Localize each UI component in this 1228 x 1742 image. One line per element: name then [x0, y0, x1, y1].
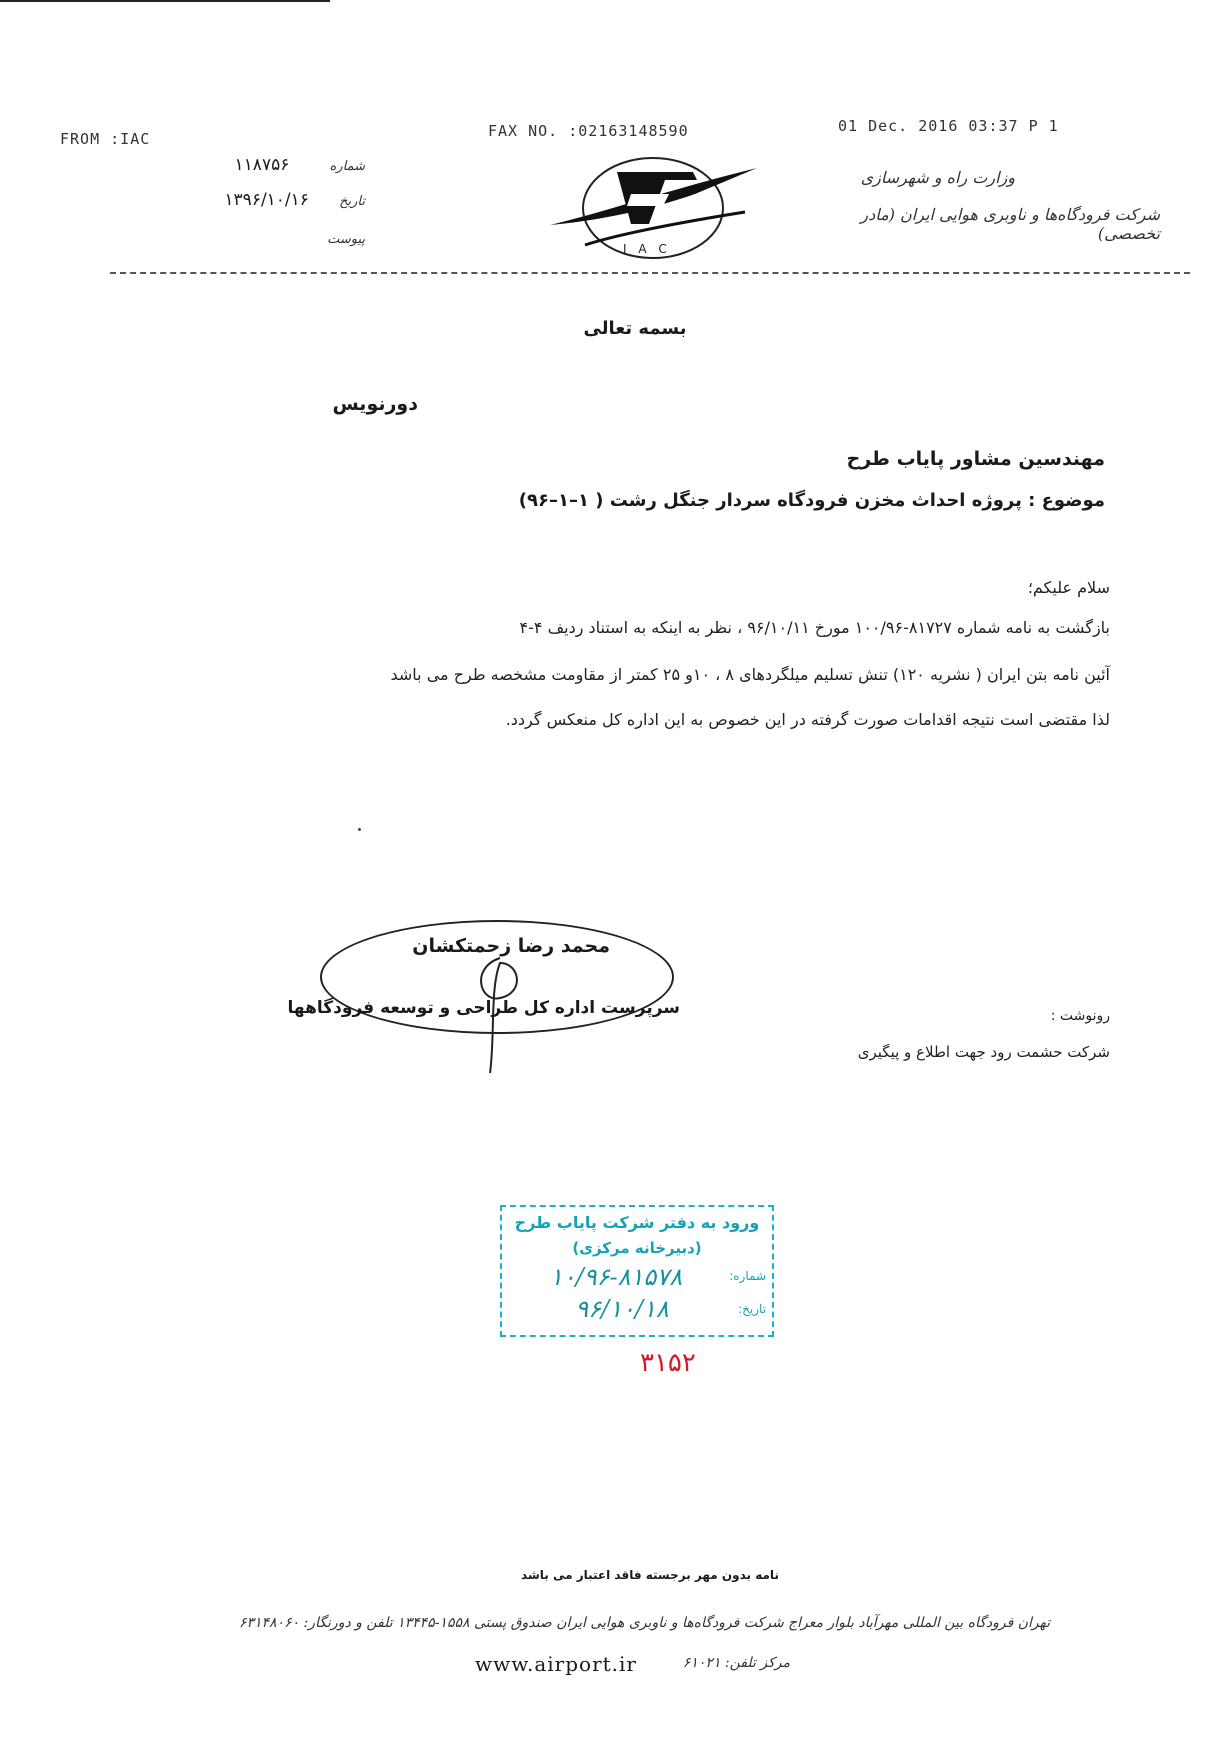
body-line-2: آئین نامه بتن ایران ( نشریه ۱۲۰) تنش تسلیم میلگردهای ۸ ، ۱۰و ۲۵ کمتر از مقاومت مشخصه طرح می باشد [390, 665, 1110, 684]
subject: موضوع : پروژه احداث مخزن فرودگاه سردار جنگل رشت ( ۱–۱–۹۶) [518, 490, 1105, 511]
red-handwritten-number: ۳۱۵۲ [640, 1348, 696, 1378]
ministry-name: وزارت راه و شهرسازی [860, 168, 1015, 187]
speck [358, 828, 361, 831]
stamp-date-label: تاریخ: [738, 1302, 766, 1316]
signer-title: سرپرست اداره کل طراحی و توسعه فرودگاهها [287, 998, 680, 1018]
ref-date-value: ۱۳۹۶/۱۰/۱۶ [224, 190, 309, 210]
ref-attachment-label: پیوست [327, 232, 365, 247]
ref-number-label: شماره [329, 159, 365, 174]
ref-date-row [165, 190, 365, 210]
body-line-1: بازگشت به نامه شماره ۸۱۷۲۷-۱۰۰/۹۶ مورخ ۹۶/۱۰/۱۱ ، نظر به اینکه به استناد ردیف ۴-۴ [519, 618, 1110, 637]
fax-label: دورنویس [332, 393, 418, 415]
stamp-line-2: (دبیرخانه مرکزی) [572, 1239, 702, 1257]
stamp-date-value: ۹۶/۱۰/۱۸ [575, 1295, 669, 1323]
stamp-number-label: شماره: [729, 1269, 766, 1283]
stamp-line-1: ورود به دفتر شرکت پایاب طرح [514, 1213, 760, 1232]
fax-datetime: 01 Dec. 2016 03:37 P 1 [838, 117, 1059, 135]
signer-name: محمد رضا زحمتکشان [412, 935, 610, 957]
fax-number: FAX NO. :02163148590 [488, 122, 689, 140]
footer-website: www.airport.ir [475, 1652, 637, 1676]
ref-number-row [165, 155, 365, 175]
footer-switchboard: مرکز تلفن: ۶۱۰۲۱ [682, 1655, 790, 1671]
greeting: سلام علیکم؛ [1027, 578, 1110, 597]
cc-label: رونوشت : [1050, 1008, 1110, 1024]
company-name: شرکت فرودگاه‌ها و ناوبری هوایی ایران (مادر تخصصی) [860, 205, 1160, 243]
header-divider [110, 272, 1190, 274]
recipient: مهندسین مشاور پایاب طرح [846, 448, 1105, 470]
cc-line: شرکت حشمت رود جهت اطلاع و پیگیری [857, 1043, 1110, 1061]
ref-attachment-row [165, 228, 365, 247]
footer-notice: نامه بدون مهر برجسته فاقد اعتبار می باشد [521, 1568, 779, 1582]
iac-logo [545, 150, 760, 262]
scan-top-edge [0, 0, 330, 2]
invocation: بسمه تعالی [583, 318, 687, 339]
stamp-number-value: ۱۰/۹۶-۸۱۵۷۸ [549, 1263, 683, 1291]
receipt-stamp [500, 1205, 774, 1337]
body-line-3: لذا مقتضی است نتیجه اقدامات صورت گرفته در این خصوص به این اداره کل منعکس گردد. [505, 710, 1110, 729]
fax-from: FROM :IAC [60, 130, 151, 148]
logo-text: I A C [623, 242, 671, 256]
footer-address: تهران فرودگاه بین المللی مهرآباد بلوار معراج شرکت فرودگاه‌ها و ناوبری هوایی ایران صندوق پستی ۱۵۵۸-۱۳۴۴۵ تلفن و دورنگار: ۶۳۱۴۸۰۶۰ [238, 1615, 1050, 1631]
ref-date-label: تاریخ [339, 194, 365, 209]
ref-number-value: ۱۱۸۷۵۶ [234, 155, 290, 175]
